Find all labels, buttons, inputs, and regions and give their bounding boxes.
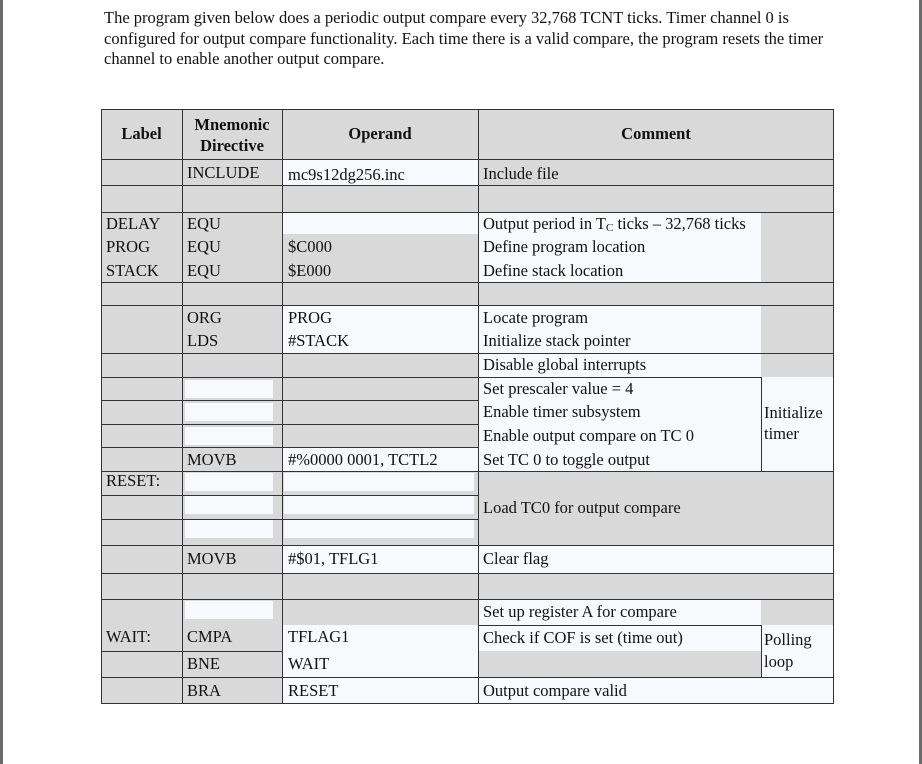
row-mnemonic: ORG bbox=[187, 308, 222, 327]
cell bbox=[185, 427, 273, 445]
row-mnemonic: MOVB bbox=[187, 450, 237, 469]
row-mnemonic: BRA bbox=[187, 681, 221, 700]
cell bbox=[284, 520, 474, 538]
side-note-polling: Polling bbox=[764, 630, 812, 649]
row-operand: RESET bbox=[288, 681, 339, 700]
row-comment: Enable timer subsystem bbox=[483, 402, 641, 421]
row-operand: TFLAG1 bbox=[288, 627, 350, 646]
row-comment: Define program location bbox=[483, 237, 646, 256]
row-operand: #STACK bbox=[288, 331, 350, 350]
cell bbox=[185, 380, 273, 398]
header-operand: Operand bbox=[348, 124, 412, 143]
cell bbox=[284, 496, 474, 514]
cell bbox=[284, 473, 474, 491]
row-comment: Disable global interrupts bbox=[483, 355, 647, 374]
row-mnemonic: MOVB bbox=[187, 549, 237, 568]
row-comment: Check if COF is set (time out) bbox=[483, 628, 683, 647]
header-comment: Comment bbox=[621, 124, 691, 143]
cell bbox=[185, 496, 273, 514]
intro-paragraph: The program given below does a periodic output compare every 32,768 TCNT ticks. Timer channel 0 is configured for output compare functionality. Each time there is a valid compare, the program resets the timer channel to enable another output compare. bbox=[104, 8, 824, 68]
side-note-initialize: Initialize bbox=[764, 403, 823, 422]
row-comment: Enable output compare on TC 0 bbox=[483, 426, 694, 445]
row-comment: Output compare valid bbox=[483, 681, 627, 700]
row-comment: Clear flag bbox=[483, 549, 549, 568]
cell bbox=[282, 212, 478, 234]
row-comment: Set TC 0 to toggle output bbox=[483, 450, 650, 469]
row-mnemonic: LDS bbox=[187, 331, 219, 350]
header-label: Label bbox=[121, 124, 162, 143]
row-label-reset: RESET: bbox=[106, 471, 161, 490]
row-operand: $C000 bbox=[288, 237, 333, 256]
cell bbox=[185, 520, 273, 538]
row-operand: mc9s12dg256.inc bbox=[288, 165, 405, 184]
row-label-prog: PROG bbox=[106, 237, 151, 256]
row-label-delay: DELAY bbox=[106, 214, 161, 233]
row-operand: $E000 bbox=[288, 261, 332, 280]
row-comment-delay: Output period in $T_C$ ticks – 32,768 ticks bbox=[483, 214, 746, 234]
assembly-program-table bbox=[101, 109, 834, 704]
header-directive: Directive bbox=[200, 136, 264, 155]
row-comment: Define stack location bbox=[483, 261, 624, 280]
side-note-timer: timer bbox=[764, 424, 799, 443]
row-mnemonic: INCLUDE bbox=[187, 163, 260, 182]
row-label-wait: WAIT: bbox=[106, 627, 151, 646]
cell bbox=[185, 473, 273, 491]
cell bbox=[185, 601, 273, 619]
row-mnemonic: CMPA bbox=[187, 627, 233, 646]
row-mnemonic: EQU bbox=[187, 261, 221, 280]
row-mnemonic: BNE bbox=[187, 654, 220, 673]
row-operand: #%0000 0001, TCTL2 bbox=[288, 450, 438, 469]
row-comment: Include file bbox=[483, 164, 559, 183]
header-mnemonic: Mnemonic bbox=[194, 115, 270, 134]
row-comment: Locate program bbox=[483, 308, 588, 327]
row-mnemonic: EQU bbox=[187, 237, 221, 256]
row-comment: Set prescaler value = 4 bbox=[483, 379, 634, 398]
row-operand: WAIT bbox=[288, 654, 330, 673]
row-operand: #$01, TFLG1 bbox=[288, 549, 379, 568]
row-mnemonic: EQU bbox=[187, 214, 221, 233]
row-comment: Load TC0 for output compare bbox=[483, 498, 681, 517]
row-label-stack: STACK bbox=[106, 261, 159, 280]
page-left-edge bbox=[0, 0, 3, 764]
row-comment: Initialize stack pointer bbox=[483, 331, 631, 350]
cell bbox=[185, 403, 273, 421]
side-note-loop: loop bbox=[764, 652, 794, 671]
row-operand: PROG bbox=[288, 308, 333, 327]
row-comment: Set up register A for compare bbox=[483, 602, 677, 621]
